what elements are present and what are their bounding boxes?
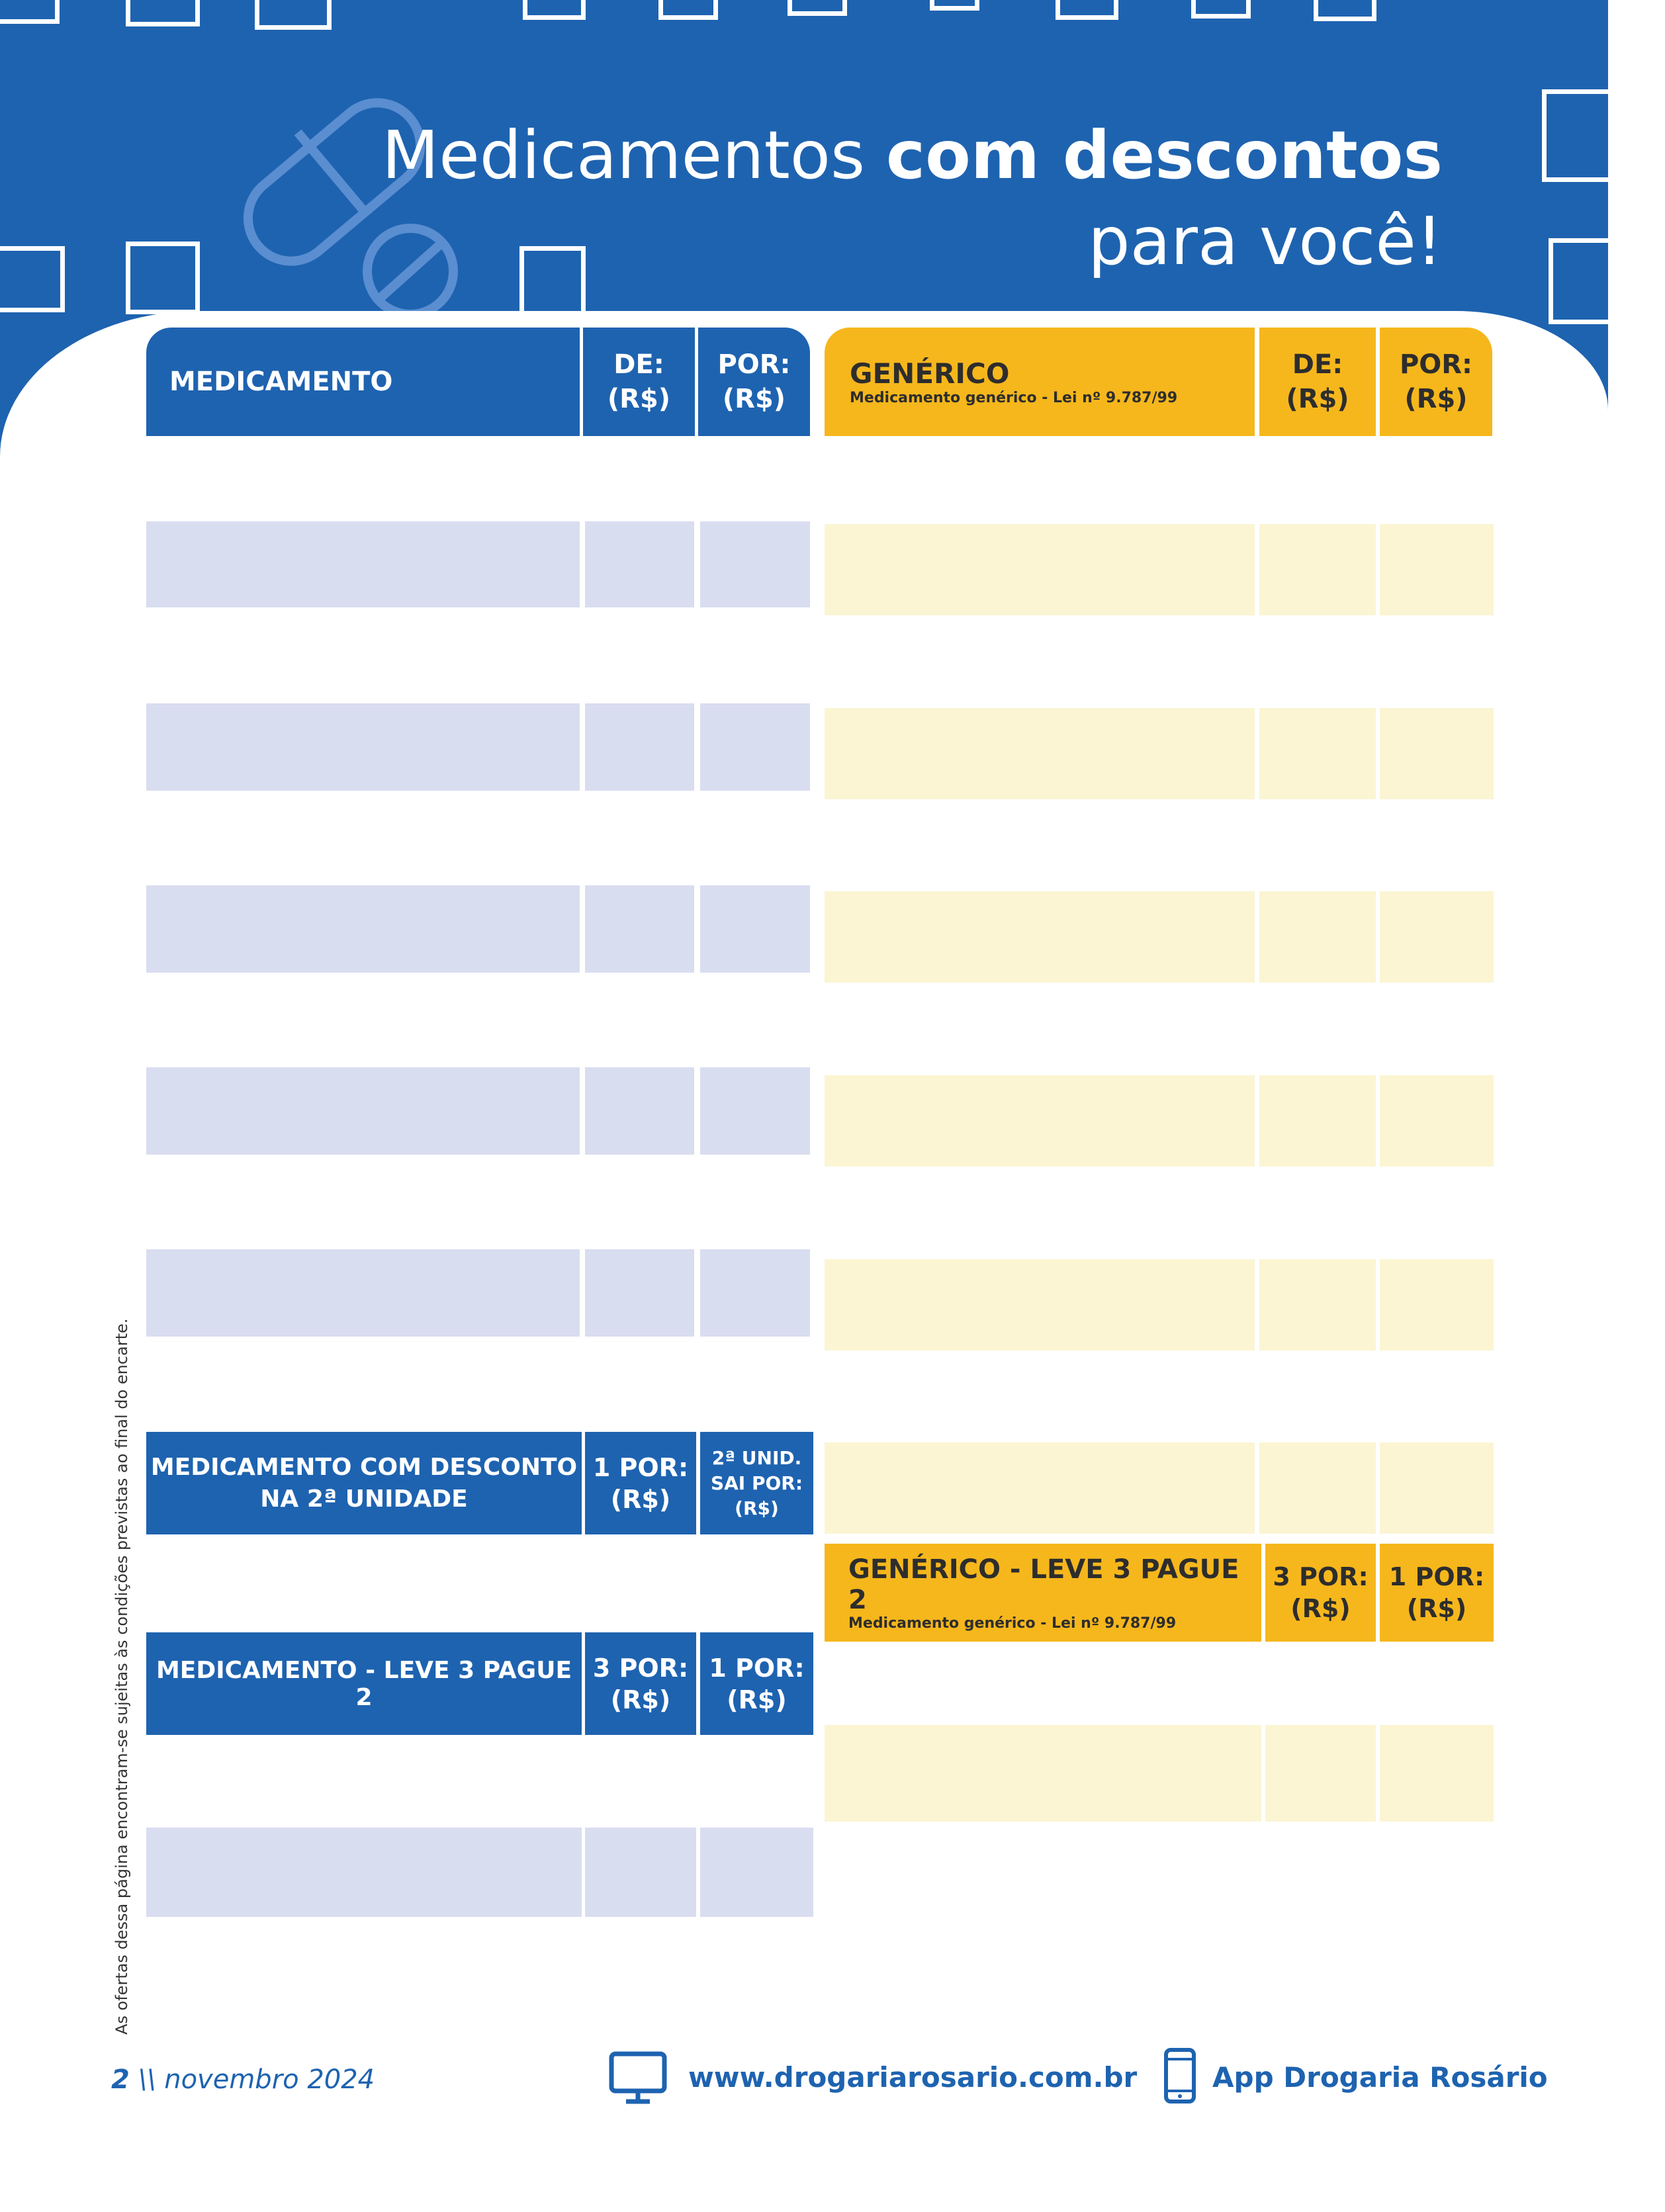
header-1-por-generico: 1 POR: (R$) bbox=[1380, 1544, 1494, 1642]
header-por-generico: POR: (R$) bbox=[1380, 328, 1492, 436]
cell-medicamento bbox=[146, 1067, 580, 1155]
decor-square bbox=[523, 0, 586, 20]
smartphone-icon bbox=[1163, 2047, 1196, 2104]
header-1-por: 1 POR: (R$) bbox=[585, 1432, 696, 1534]
cell-medicamento bbox=[146, 1249, 580, 1337]
monitor-icon bbox=[609, 2051, 667, 2105]
cell-medicamento bbox=[146, 521, 580, 607]
header-medicamento: MEDICAMENTO bbox=[146, 328, 580, 436]
cell-medicamento bbox=[146, 703, 580, 791]
cell-generico bbox=[825, 1259, 1255, 1350]
decor-square bbox=[126, 242, 200, 314]
cell-por bbox=[700, 885, 810, 973]
page-footer-date: 2 \\ novembro 2024 bbox=[111, 2064, 375, 2095]
cell-3-por bbox=[1265, 1725, 1376, 1822]
cell-por bbox=[1380, 1075, 1494, 1167]
page-title: Medicamentos com descontos para você! bbox=[381, 116, 1443, 280]
cell-por bbox=[1380, 891, 1494, 983]
cell-por bbox=[700, 1249, 810, 1337]
header-por: POR: (R$) bbox=[698, 328, 810, 436]
header-2a-unid-sai-por: 2ª UNID. SAI POR: (R$) bbox=[700, 1432, 813, 1534]
cell-de bbox=[585, 521, 694, 607]
cell-de bbox=[585, 703, 694, 791]
header-de-generico: DE: (R$) bbox=[1259, 328, 1376, 436]
cell-de bbox=[585, 885, 694, 973]
decor-square bbox=[0, 0, 60, 24]
header-desconto-2a-unidade: MEDICAMENTO COM DESCONTO NA 2ª UNIDADE bbox=[146, 1432, 582, 1534]
cell-de bbox=[1259, 1442, 1376, 1534]
decor-square bbox=[255, 0, 332, 30]
cell-por bbox=[1380, 524, 1494, 615]
header-1-por: 1 POR: (R$) bbox=[700, 1632, 813, 1735]
cell-3-por bbox=[585, 1828, 696, 1917]
decor-square bbox=[126, 0, 200, 26]
cell-de bbox=[1259, 1259, 1376, 1350]
cell-generico bbox=[825, 1725, 1261, 1822]
cell-por bbox=[1380, 1442, 1494, 1534]
cell-de bbox=[1259, 524, 1376, 615]
cell-por bbox=[1380, 1259, 1494, 1350]
cell-generico bbox=[825, 1442, 1255, 1534]
cell-1-por bbox=[1380, 1725, 1494, 1822]
decor-square bbox=[1314, 0, 1376, 21]
website-link[interactable]: www.drogariarosario.com.br bbox=[688, 2061, 1138, 2094]
cell-por bbox=[1380, 708, 1494, 799]
decor-square bbox=[930, 0, 979, 11]
decor-square bbox=[658, 0, 718, 20]
decor-square bbox=[1542, 89, 1608, 182]
cell-de bbox=[1259, 891, 1376, 983]
decor-square bbox=[1549, 238, 1608, 324]
cell-por bbox=[700, 1067, 810, 1155]
decor-square bbox=[1056, 0, 1118, 20]
header-3-por-generico: 3 POR: (R$) bbox=[1265, 1544, 1376, 1642]
header-3-por: 3 POR: (R$) bbox=[585, 1632, 696, 1735]
cell-por bbox=[700, 703, 810, 791]
cell-de bbox=[585, 1067, 694, 1155]
app-link[interactable]: App Drogaria Rosário bbox=[1212, 2061, 1548, 2094]
cell-generico bbox=[825, 891, 1255, 983]
cell-medicamento bbox=[146, 885, 580, 973]
decor-square bbox=[788, 0, 847, 16]
header-de: DE: (R$) bbox=[583, 328, 695, 436]
cell-por bbox=[700, 521, 810, 607]
cell-medicamento bbox=[146, 1828, 582, 1917]
decor-square bbox=[0, 246, 65, 312]
header-generico: GENÉRICO Medicamento genérico - Lei nº 9.787/99 bbox=[825, 328, 1255, 436]
cell-de bbox=[585, 1249, 694, 1337]
header-medicamento-leve3: MEDICAMENTO - LEVE 3 PAGUE 2 bbox=[146, 1632, 582, 1735]
decor-square bbox=[1191, 0, 1251, 19]
cell-1-por bbox=[700, 1828, 813, 1917]
cell-generico bbox=[825, 524, 1255, 615]
header-generico-leve3: GENÉRICO - LEVE 3 PAGUE 2 Medicamento genérico - Lei nº 9.787/99 bbox=[825, 1544, 1261, 1642]
cell-de bbox=[1259, 1075, 1376, 1167]
cell-generico bbox=[825, 708, 1255, 799]
offers-disclaimer: As ofertas dessa página encontram-se sujeitas às condições previstas ao final do encarte. bbox=[112, 1318, 131, 2035]
cell-de bbox=[1259, 708, 1376, 799]
cell-generico bbox=[825, 1075, 1255, 1167]
